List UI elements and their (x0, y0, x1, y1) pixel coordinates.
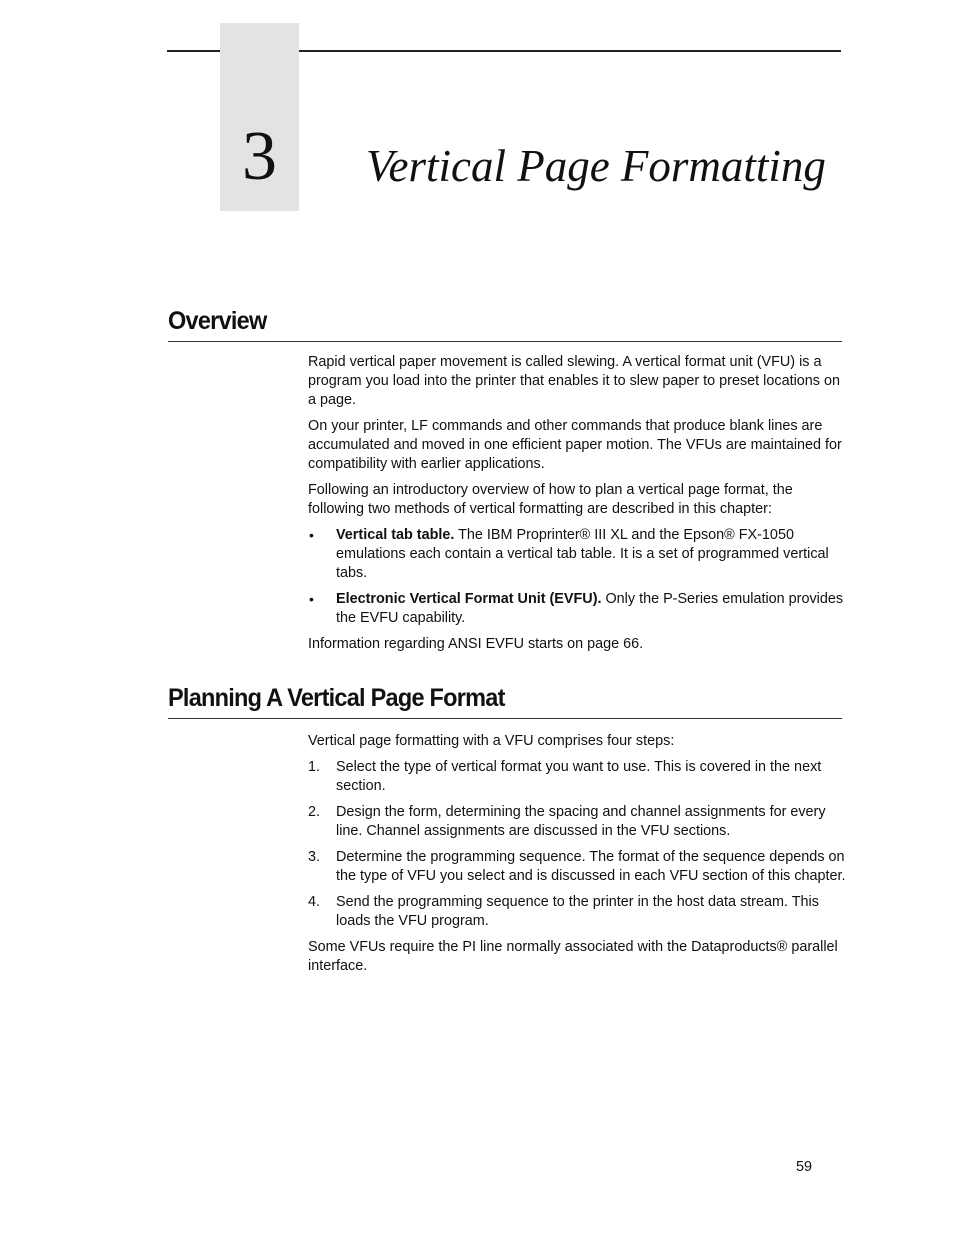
header-rule-left (167, 50, 220, 52)
planning-body (308, 732, 848, 983)
planning-heading-rule (168, 718, 842, 719)
step-number: 1. (308, 759, 321, 775)
step-number: 2. (308, 804, 321, 820)
bullet-text: Only the P-Series emulation provides the EVFU capability. (336, 591, 844, 626)
overview-paragraph: Rapid vertical paper movement is called slewing. A vertical format unit (VFU) is a program you load into the printer that enables it to slew paper to preset locations on a page. (308, 354, 840, 408)
vfu-methods-list (308, 526, 848, 628)
list-item (308, 590, 848, 628)
list-item (308, 758, 848, 796)
list-item (308, 893, 848, 931)
chapter-title: Vertical Page Formatting (366, 141, 826, 191)
page-number: 59 (796, 1159, 813, 1175)
chapter-number: 3 (242, 118, 277, 195)
step-number: 4. (308, 894, 321, 910)
overview-closing: Information regarding ANSI EVFU starts on page 66. (308, 636, 644, 652)
overview-paragraph: On your printer, LF commands and other commands that produce blank lines are accumulated and moved in one efficient paper motion. The VFUs are maintained for compatibility with earlier applications. (308, 418, 842, 472)
list-item (308, 526, 848, 583)
step-text: Design the form, determining the spacing and channel assignments for every line. Channel assignments are discussed in the VFU sections. (336, 804, 826, 839)
list-item (308, 803, 848, 841)
overview-heading-rule (168, 341, 842, 342)
bullet-term: Electronic Vertical Format Unit (EVFU). (336, 591, 602, 607)
overview-heading: Overview (168, 307, 267, 335)
overview-body (308, 353, 848, 661)
step-number: 3. (308, 849, 321, 865)
planning-intro: Vertical page formatting with a VFU comprises four steps: (308, 733, 675, 749)
planning-steps-list (308, 758, 848, 931)
header-rule-right (299, 50, 841, 52)
step-text: Determine the programming sequence. The format of the sequence depends on the type of VFU you select and is discussed in each VFU section of this chapter. (336, 849, 846, 884)
bullet-text: The IBM Proprinter® III XL and the Epson® FX-1050 emulations each contain a vertical tab table. It is a set of programmed vertical tabs. (336, 527, 829, 581)
bullet-icon: • (309, 591, 314, 607)
list-item (308, 848, 848, 886)
overview-paragraph: Following an introductory overview of how to plan a vertical page format, the following two methods of vertical formatting are described in this chapter: (308, 482, 793, 517)
planning-closing: Some VFUs require the PI line normally associated with the Dataproducts® parallel interface. (308, 939, 838, 974)
planning-heading: Planning A Vertical Page Format (168, 684, 505, 712)
step-text: Select the type of vertical format you want to use. This is covered in the next section. (336, 759, 822, 794)
step-text: Send the programming sequence to the printer in the host data stream. This loads the VFU program. (336, 894, 819, 929)
bullet-icon: • (309, 527, 314, 543)
bullet-term: Vertical tab table. (336, 527, 455, 543)
